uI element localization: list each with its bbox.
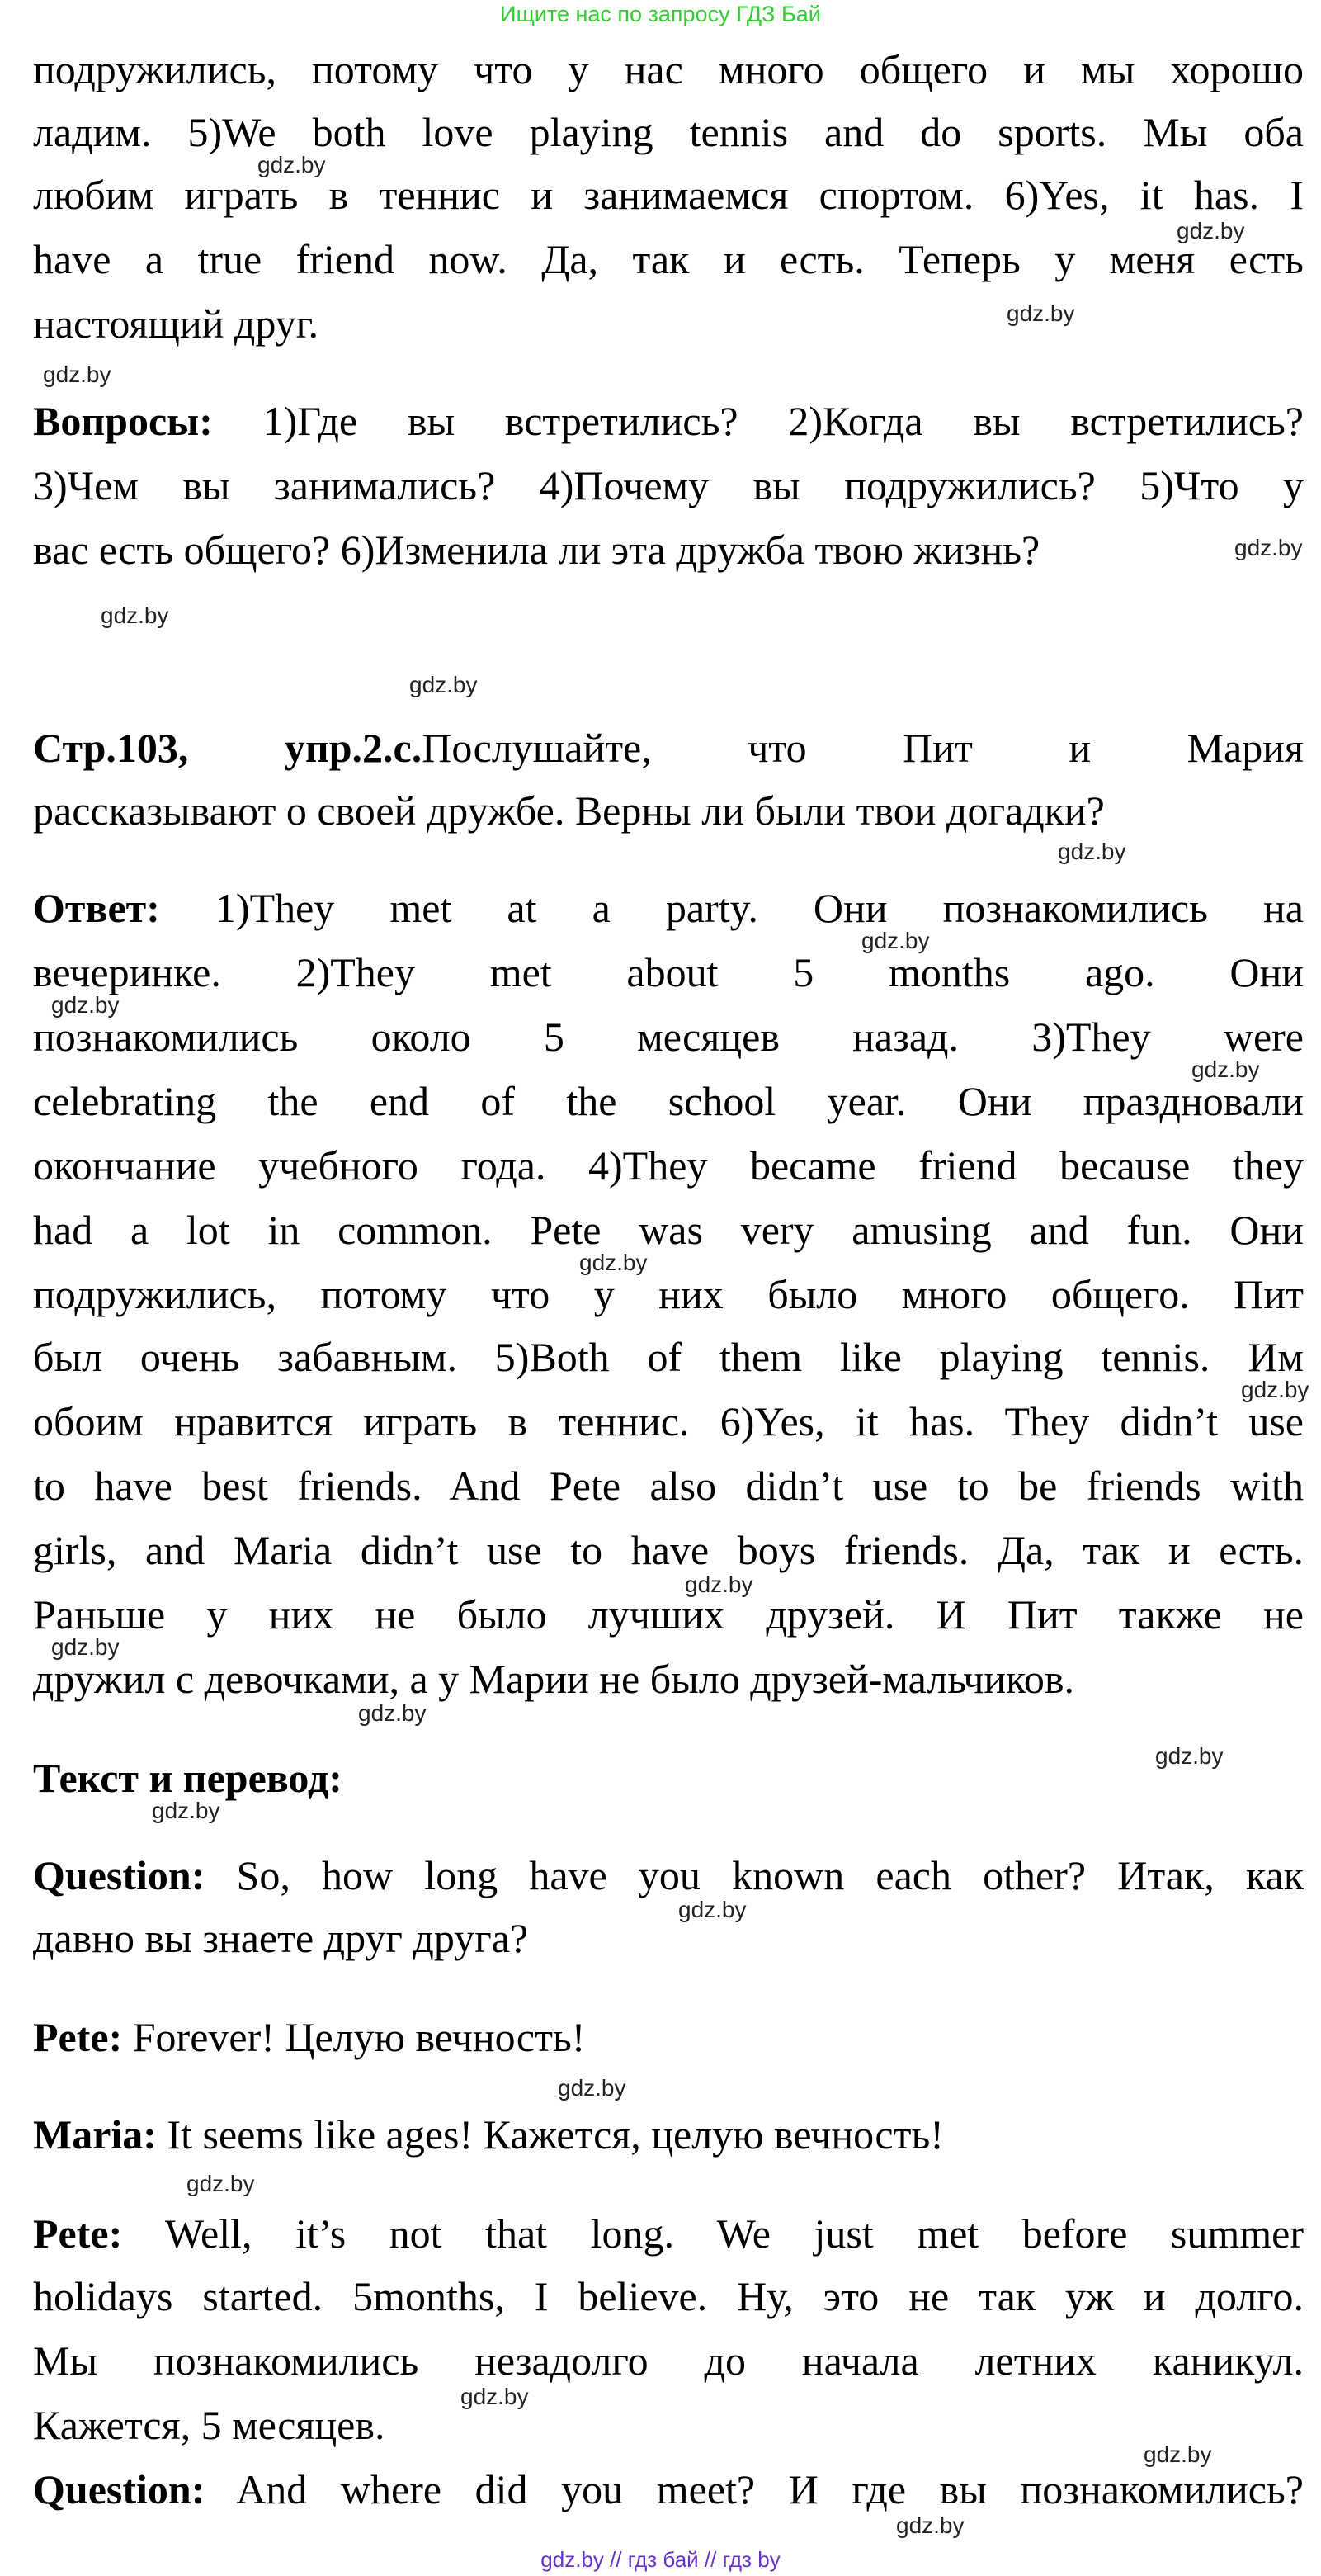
watermark: gdz.by: [1241, 1377, 1309, 1402]
line-text: girls, and Maria didn’t use to have boys friends. Да, так и есть.: [33, 1527, 1304, 1573]
text-line: [33, 396, 1304, 446]
text-line: [33, 299, 1304, 348]
bold-label: Стр.103, упр.2.с.: [33, 725, 422, 771]
text-line: [33, 170, 1304, 220]
footer-banner: gdz.by // гдз бай // гдз by: [540, 2547, 781, 2572]
text-line: [33, 786, 1304, 835]
watermark: gdz.by: [685, 1572, 753, 1597]
watermark: gdz.by: [460, 2384, 529, 2409]
bold-label: Pete:: [33, 2210, 123, 2257]
text-line: [33, 1205, 1304, 1255]
line-text: давно вы знаете друг друга?: [33, 1915, 529, 1961]
text-line: [33, 525, 1304, 574]
line-text: обоим нравится играть в теннис. 6)Yes, it has. They didn’t use: [33, 1398, 1304, 1444]
line-text: 1)They met at a party. Они познакомились на: [159, 885, 1304, 931]
text-line: [33, 234, 1304, 284]
watermark: gdz.by: [861, 928, 930, 953]
watermark: gdz.by: [409, 672, 478, 697]
line-text: holidays started. 5months, I believe. Ну, это не так уж и долго.: [33, 2273, 1304, 2319]
text-line: [33, 1397, 1304, 1446]
watermark: gdz.by: [186, 2171, 255, 2196]
line-text: It seems like ages! Кажется, целую вечность!: [156, 2111, 944, 2158]
line-text: окончание учебного года. 4)They became friend because they: [33, 1142, 1304, 1189]
text-line: [33, 883, 1304, 933]
line-text: Мы познакомились незадолго до начала летних каникул.: [33, 2337, 1304, 2384]
line-text: Послушайте, что Пит и Мария: [422, 725, 1304, 771]
text-line: [33, 1461, 1304, 1510]
text-line: [33, 2110, 1304, 2159]
text-line: [33, 948, 1304, 997]
text-line: [33, 723, 1304, 773]
header-banner: Ищите нас по запросу ГДЗ Бай: [500, 2, 821, 26]
text-line: [33, 1269, 1304, 1319]
text-line: [33, 1012, 1304, 1061]
line-text: celebrating the end of the school year. Они праздновали: [33, 1078, 1304, 1124]
bold-label: Pete:: [33, 2014, 123, 2060]
line-text: подружились, потому что у нас много общего и мы хорошо: [33, 46, 1304, 92]
text-line: [33, 1850, 1304, 1900]
line-text: 3)Чем вы занимались? 4)Почему вы подружились? 5)Что у: [33, 462, 1304, 508]
line-text: любим играть в теннис и занимаемся спортом. 6)Yes, it has. I: [33, 172, 1304, 218]
line-text: подружились, потому что у них было много общего. Пит: [33, 1271, 1304, 1317]
watermark: gdz.by: [257, 152, 326, 177]
text-line: [33, 1590, 1304, 1639]
bold-label: Question:: [33, 1852, 205, 1898]
watermark: gdz.by: [678, 1897, 747, 1922]
text-line: [33, 1076, 1304, 1126]
line-text: ладим. 5)We both love playing tennis and do sports. Мы оба: [33, 109, 1304, 155]
text-line: [33, 2400, 1304, 2450]
text-line: [33, 1913, 1304, 1963]
text-line: [33, 45, 1304, 94]
text-line: [33, 461, 1304, 510]
text-line: [33, 1332, 1304, 1382]
line-text: had a lot in common. Pete was very amusing and fun. Они: [33, 1207, 1304, 1253]
text-line: [33, 1525, 1304, 1575]
text-line: [33, 2465, 1304, 2514]
watermark: gdz.by: [558, 2075, 626, 2101]
line-text: Раньше у них не было лучших друзей. И Пит также не: [33, 1591, 1304, 1638]
text-line: [33, 2209, 1304, 2258]
bold-label: Maria:: [33, 2111, 157, 2158]
watermark: gdz.by: [1177, 218, 1245, 243]
text-line: [33, 2336, 1304, 2385]
line-text: рассказывают о своей дружбе. Верны ли были твои догадки?: [33, 787, 1105, 834]
line-text: 1)Где вы встретились? 2)Когда вы встретились?: [212, 398, 1304, 444]
line-text: have a true friend now. Да, так и есть. Теперь у меня есть: [33, 236, 1304, 282]
watermark: gdz.by: [152, 1798, 220, 1823]
line-text: вечеринке. 2)They met about 5 months ago. Они: [33, 949, 1304, 995]
line-text: And where did you meet? И где вы познакомились?: [205, 2466, 1304, 2512]
watermark: gdz.by: [1234, 535, 1303, 560]
text-line: [33, 1141, 1304, 1190]
line-text: настоящий друг.: [33, 300, 319, 347]
bold-label: Текст и перевод:: [33, 1755, 342, 1801]
line-text: вас есть общего? 6)Изменила ли эта дружба твою жизнь?: [33, 527, 1040, 573]
watermark: gdz.by: [1191, 1056, 1260, 1082]
watermark: gdz.by: [101, 603, 169, 628]
watermark: gdz.by: [43, 362, 111, 387]
text-line: [33, 107, 1304, 157]
watermark: gdz.by: [1058, 839, 1126, 864]
watermark: gdz.by: [358, 1700, 427, 1726]
line-text: to have best friends. And Pete also didn’t use to be friends with: [33, 1463, 1304, 1509]
line-text: познакомились около 5 месяцев назад. 3)They were: [33, 1014, 1304, 1060]
bold-label: Ответ:: [33, 885, 160, 931]
watermark: gdz.by: [579, 1250, 648, 1275]
line-text: Well, it’s not that long. We just met before summer: [122, 2210, 1304, 2257]
bold-label: Вопросы:: [33, 398, 213, 444]
line-text: дружил с девочками, а у Марии не было друзей-мальчиков.: [33, 1656, 1075, 1702]
text-line: [33, 2271, 1304, 2321]
watermark: gdz.by: [1155, 1743, 1224, 1769]
line-text: So, how long have you known each other? Итак, как: [205, 1852, 1304, 1898]
watermark: gdz.by: [51, 992, 120, 1018]
watermark: gdz.by: [51, 1634, 120, 1660]
text-line: [33, 1654, 1304, 1704]
watermark: gdz.by: [1007, 300, 1075, 326]
bold-label: Question:: [33, 2466, 205, 2512]
line-text: Кажется, 5 месяцев.: [33, 2402, 385, 2448]
text-line: [33, 2012, 1304, 2062]
watermark: gdz.by: [896, 2512, 965, 2538]
line-text: был очень забавным. 5)Both of them like playing tennis. Им: [33, 1334, 1304, 1380]
text-line: [33, 1753, 1304, 1803]
line-text: Forever! Целую вечность!: [122, 2014, 586, 2060]
watermark: gdz.by: [1144, 2441, 1212, 2467]
